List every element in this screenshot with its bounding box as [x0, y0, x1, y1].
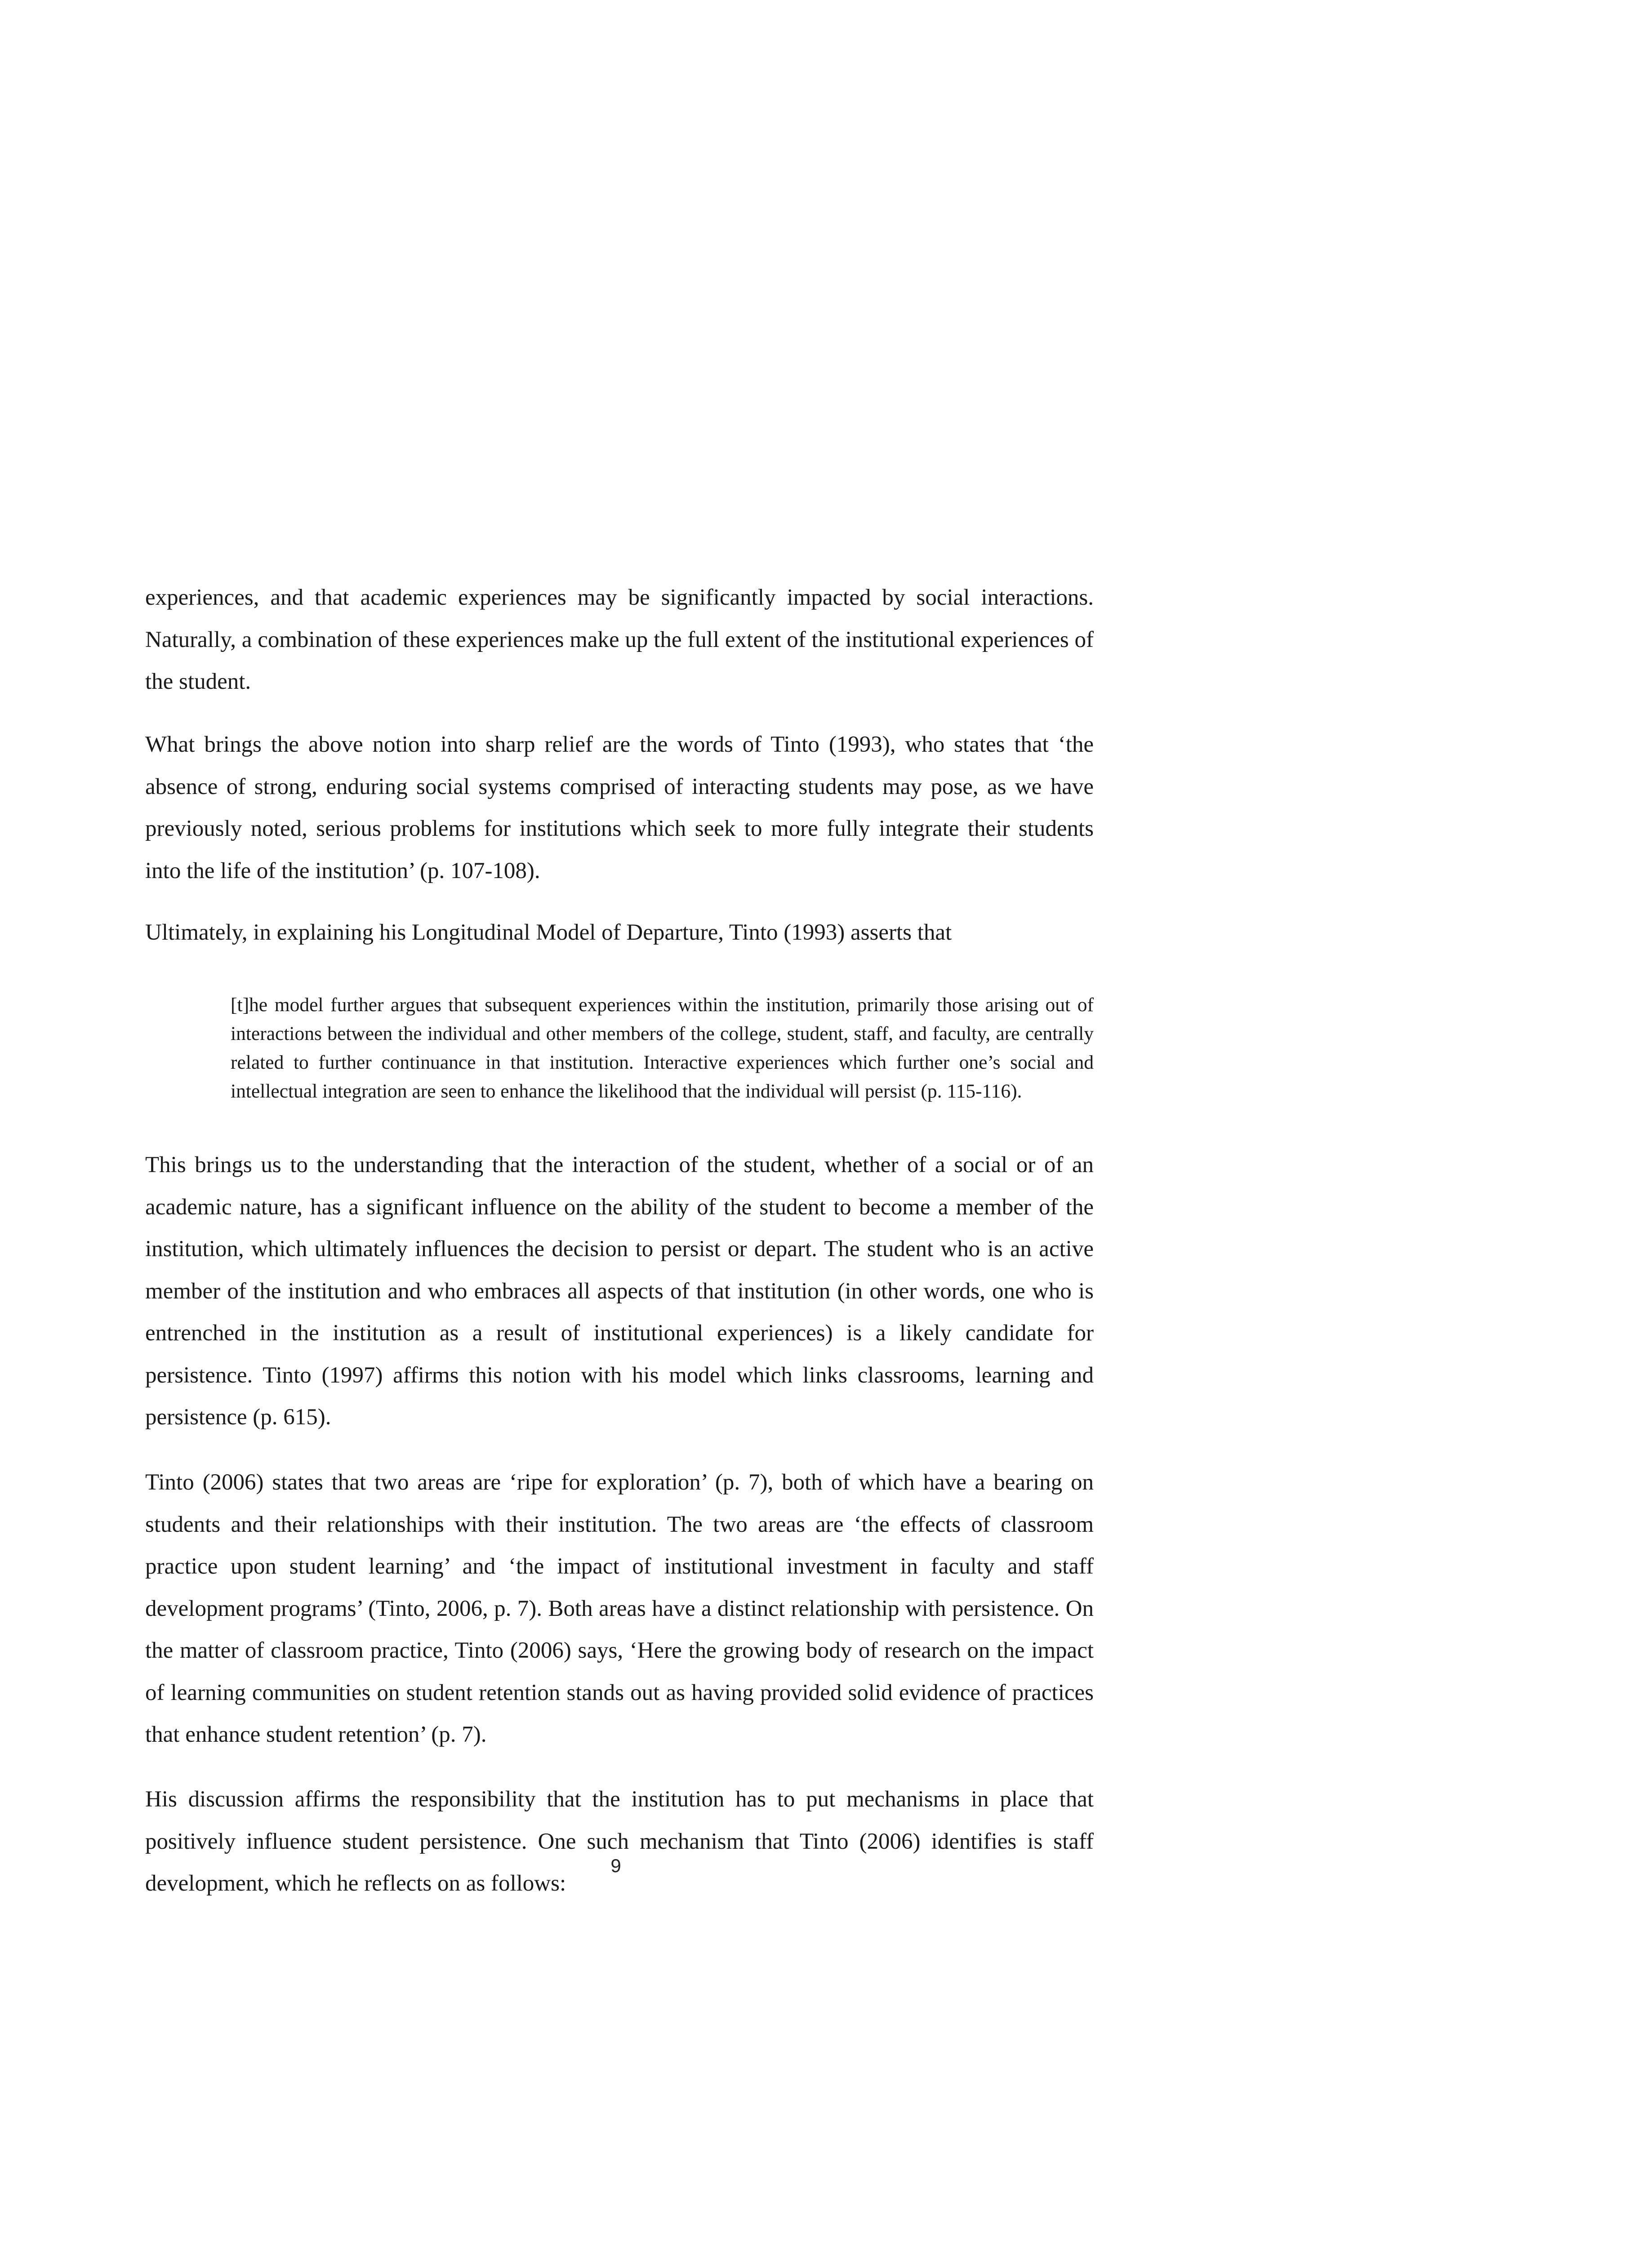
- paragraph-4: This brings us to the understanding that the interaction of the student, whether of a social or of an academic nature, has a significant influence on the ability of the student to become a member of the institution, which ultimately influences the decision to persist or depart. The student who is an active member of the institution and who embraces all aspects of that institution (in other words, one who is entrenched in the institution as a result of institutional experiences) is a likely candidate for persistence. Tinto (1997) affirms this notion with his model which links classrooms, learning and persistence (p. 615).: [145, 1152, 1094, 1430]
- paragraph-5: Tinto (2006) states that two areas are ‘ripe for exploration’ (p. 7), both of which have a bearing on students and their relationships with their institution. The two areas are ‘the effects of classroom practice upon student learning’ and ‘the impact of institutional investment in faculty and staff development programs’ (Tinto, 2006, p. 7). Both areas have a distinct relationship with persistence. On the matter of classroom practice, Tinto (2006) says, ‘Here the growing body of research on the impact of learning communities on student retention stands out as having provided solid evidence of practices that enhance student retention’ (p. 7).: [145, 1470, 1094, 1747]
- paragraph-3: Ultimately, in explaining his Longitudinal Model of Departure, Tinto (1993) asserts that: [145, 920, 952, 945]
- paragraph-1: experiences, and that academic experiences may be significantly impacted by social interactions. Naturally, a combination of these experiences make up the full extent of the institutional experiences of the student.: [145, 585, 1094, 694]
- block-quote: [t]he model further argues that subsequent experiences within the institution, primarily those arising out of interactions between the individual and other members of the college, student, staff, and faculty, are centrally related to further continuance in that institution. Interactive experiences which further one’s social and intellectual integration are seen to enhance the likelihood that the individual will persist (p. 115-116).: [231, 994, 1094, 1102]
- page-number: 9: [610, 1855, 621, 1876]
- paragraph-6: His discussion affirms the responsibility that the institution has to put mechanisms in place that positively influence student persistence. One such mechanism that Tinto (2006) identifies is staff development, which he reflects on as follows:: [145, 1787, 1094, 1896]
- paragraph-2: What brings the above notion into sharp relief are the words of Tinto (1993), who states that ‘the absence of strong, enduring social systems comprised of interacting students may pose, as we have previously noted, serious problems for institutions which seek to more fully integrate their students into the life of the institution’ (p. 107-108).: [145, 732, 1094, 883]
